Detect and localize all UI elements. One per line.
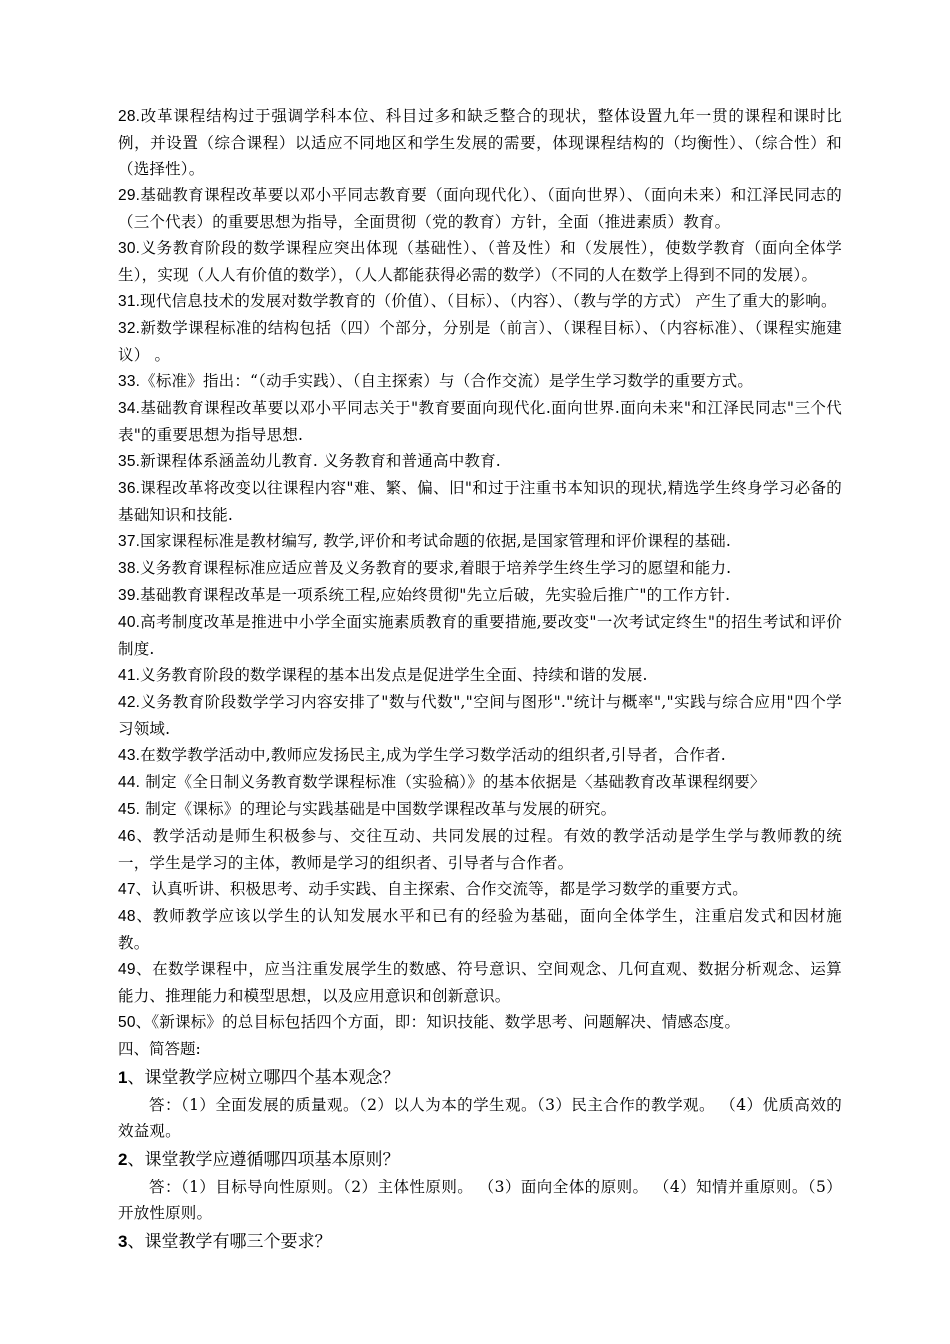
item-number: 33. xyxy=(118,373,141,390)
item-text: 新课程体系涵盖幼儿教育. 义务教育和普通高中教育. xyxy=(140,452,501,470)
item-text: 基础教育课程改革要以邓小平同志教育要（面向现代化）、（面向世界）、（面向未来）和江泽民同志的（三个代表）的重要思想为指导，全面贯彻（党的教育）方针，全面（推进素质）教育。 xyxy=(118,186,842,231)
item-number: 36. xyxy=(118,480,141,497)
item-number: 34. xyxy=(118,400,141,417)
item-number: 43. xyxy=(118,747,141,764)
question-number: 2 xyxy=(118,1150,128,1169)
question-number: 1 xyxy=(118,1068,128,1087)
item-text: 基础教育课程改革是一项系统工程,应始终贯彻"先立后破，先实验后推广"的工作方针. xyxy=(140,586,731,604)
item-number: 44. xyxy=(118,774,141,791)
fill-in-list xyxy=(118,103,842,1036)
question-heading xyxy=(118,1146,842,1174)
question-number: 3 xyxy=(118,1232,128,1251)
item-number: 28. xyxy=(118,108,141,125)
answer-text: 答：（1）目标导向性原则。（2）主体性原则。 （3）面向全体的原则。 （4）知情并重原则。（5）开放性原则。 xyxy=(118,1178,842,1222)
item-number: 35. xyxy=(118,453,141,470)
item-number: 50、 xyxy=(118,1014,152,1031)
item-text: 新数学课程标准的结构包括（四）个部分，分别是（前言）、（课程目标）、（内容标准）、（课程实施建议） 。 xyxy=(118,319,842,364)
item-text: 义务教育课程标准应适应普及义务教育的要求,着眼于培养学生终生学习的愿望和能力. xyxy=(140,559,732,577)
item-text: 义务教育阶段数学学习内容安排了"数与代数","空间与图形"."统计与概率","实践与综合应用"四个学习领域. xyxy=(118,693,842,738)
list-item xyxy=(118,582,842,609)
answer-text: 答：（1）全面发展的质量观。（2）以人为本的学生观。（3）民主合作的教学观。 （4）优质高效的效益观。 xyxy=(118,1096,842,1140)
list-item xyxy=(118,903,842,956)
item-text: 《新课标》的总目标包括四个方面，即：知识技能、数学思考、问题解决、情感态度。 xyxy=(151,1013,741,1031)
list-item xyxy=(118,876,842,903)
document-body xyxy=(118,103,842,1256)
item-text: 课程改革将改变以往课程内容"难、繁、偏、旧"和过于注重书本知识的现状,精选学生终身学习必备的基础知识和技能. xyxy=(118,479,842,524)
item-text: 教师教学应该以学生的认知发展水平和已有的经验为基础，面向全体学生，注重启发式和因材施教。 xyxy=(118,907,842,952)
list-item xyxy=(118,475,842,528)
list-item xyxy=(118,448,842,475)
item-number: 46、 xyxy=(118,828,153,845)
item-number: 39. xyxy=(118,587,141,604)
item-number: 38. xyxy=(118,560,141,577)
item-number: 30. xyxy=(118,240,141,257)
list-item xyxy=(118,395,842,448)
item-text: 在数学教学活动中,教师应发扬民主,成为学生学习数学活动的组织者,引导者，合作者. xyxy=(140,746,726,764)
list-item xyxy=(118,103,842,182)
item-text: 《标准》指出：“（动手实践）、（自主探索）与（合作交流）是学生学习数学的重要方式。 xyxy=(140,372,754,390)
item-text: 高考制度改革是推进中小学全面实施素质教育的重要措施,要改变"一次考试定终生"的招生考试和评价制度. xyxy=(118,613,842,658)
question-heading xyxy=(118,1064,842,1092)
list-item xyxy=(118,315,842,368)
item-number: 32. xyxy=(118,320,141,337)
item-text: 义务教育阶段的数学课程应突出体现（基础性）、（普及性）和（发展性），使数学教育（面向全体学生），实现（人人有价值的数学），（人人都能获得必需的数学）（不同的人在数学上得到不同的发展）。 xyxy=(118,239,842,284)
list-item xyxy=(118,689,842,742)
item-text: 改革课程结构过于强调学科本位、科目过多和缺乏整合的现状，整体设置九年一贯的课程和课时比例，并设置（综合课程）以适应不同地区和学生发展的需要，体现课程结构的（均衡性）、（综合性）和（选择性）。 xyxy=(118,107,842,178)
item-text: 制定《课标》的理论与实践基础是中国数学课程改革与发展的研究。 xyxy=(140,800,617,818)
list-item xyxy=(118,368,842,395)
item-number: 42. xyxy=(118,694,141,711)
question-text: 、课堂教学应遵循哪四项基本原则？ xyxy=(127,1150,400,1170)
item-text: 在数学课程中，应当注重发展学生的数感、符号意识、空间观念、几何直观、数据分析观念、运算能力、推理能力和模型思想，以及应用意识和创新意识。 xyxy=(118,960,843,1005)
question-heading xyxy=(118,1228,842,1256)
item-text: 义务教育阶段的数学课程的基本出发点是促进学生全面、持续和谐的发展. xyxy=(140,666,648,684)
item-number: 31. xyxy=(118,293,141,310)
list-item xyxy=(118,1009,842,1036)
list-item xyxy=(118,182,842,235)
item-text: 制定《全日制义务教育数学课程标准（实验稿）》的基本依据是〈基础教育改革课程纲要〉 xyxy=(140,773,766,791)
list-item xyxy=(118,288,842,315)
question-text: 、课堂教学有哪三个要求？ xyxy=(127,1232,332,1252)
item-text: 认真听讲、积极思考、动手实践、自主探索、合作交流等，都是学习数学的重要方式。 xyxy=(151,880,748,898)
item-number: 49、 xyxy=(118,961,153,978)
list-item xyxy=(118,662,842,689)
item-number: 41. xyxy=(118,667,141,684)
item-number: 40. xyxy=(118,614,141,631)
section-title: 四、简答题: xyxy=(118,1040,201,1058)
question-text: 、课堂教学应树立哪四个基本观念？ xyxy=(127,1068,400,1088)
list-item xyxy=(118,956,842,1009)
list-item xyxy=(118,609,842,662)
item-number: 47、 xyxy=(118,881,152,898)
list-item xyxy=(118,528,842,555)
short-answer-list xyxy=(118,1064,842,1256)
list-item xyxy=(118,796,842,823)
list-item xyxy=(118,823,842,876)
item-text: 教学活动是师生积极参与、交往互动、共同发展的过程。有效的教学活动是学生学与教师教的统一，学生是学习的主体，教师是学习的组织者、引导者与合作者。 xyxy=(118,827,842,872)
item-number: 37. xyxy=(118,533,141,550)
item-number: 48、 xyxy=(118,908,153,925)
item-number: 45. xyxy=(118,801,141,818)
list-item xyxy=(118,555,842,582)
list-item xyxy=(118,235,842,288)
item-text: 基础教育课程改革要以邓小平同志关于"教育要面向现代化.面向世界.面向未来"和江泽民同志"三个代表"的重要思想为指导思想. xyxy=(118,399,842,444)
item-text: 国家课程标准是教材编写, 教学,评价和考试命题的依据,是国家管理和评价课程的基础. xyxy=(140,532,731,550)
item-text: 现代信息技术的发展对数学教育的（价值）、（目标）、（内容）、（教与学的方式） 产生了重大的影响。 xyxy=(140,292,837,310)
list-item xyxy=(118,769,842,796)
item-number: 29. xyxy=(118,187,141,204)
list-item xyxy=(118,742,842,769)
